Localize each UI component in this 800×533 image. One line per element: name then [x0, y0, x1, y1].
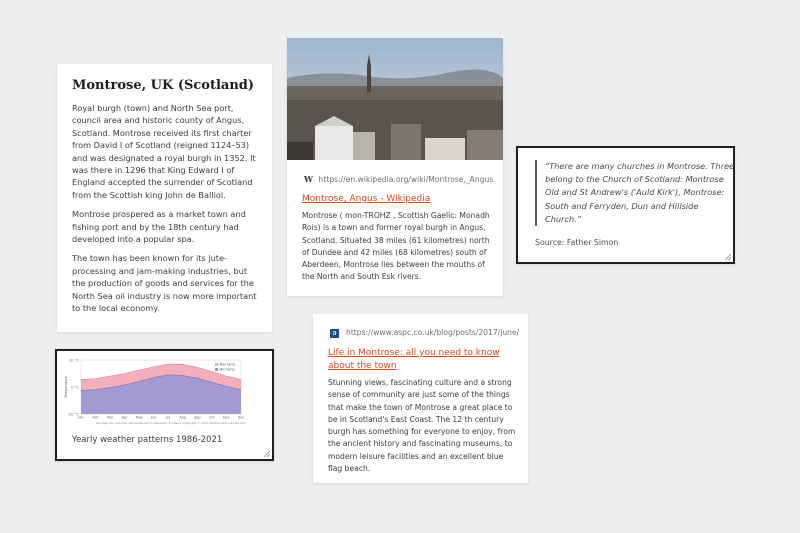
- resize-handle-icon[interactable]: [724, 253, 731, 260]
- legend-label: Min temp: [219, 367, 235, 372]
- legend-label: Max temp: [219, 362, 236, 367]
- x-tick-label: May: [135, 415, 143, 420]
- aspc-url: https://www.aspc.co.uk/blog/posts/2017/june/: [346, 328, 520, 337]
- x-tick-label: Jun: [151, 415, 157, 420]
- quote-card[interactable]: [516, 146, 735, 264]
- y-tick-label: 0 °C: [71, 385, 79, 390]
- weather-chart-card[interactable]: [55, 349, 274, 461]
- x-tick-label: Jul: [166, 415, 171, 420]
- x-tick-label: Jan: [78, 415, 84, 420]
- aspc-logo-icon: a: [330, 329, 339, 338]
- info-card-title: Montrose, UK (Scotland): [72, 78, 255, 93]
- info-paragraph: Montrose prospered as a market town and fishing port and by the 18th century had developed into a popular spa.: [72, 209, 246, 245]
- x-tick-label: Aug: [179, 415, 187, 420]
- montrose-town-photo: [287, 38, 503, 160]
- x-tick-label: Nov: [223, 415, 230, 420]
- blockquote-text: “There are many churches in Montrose. Three belong to the Church of Scotland: Montrose Old and St Andrew's ('Auld Kirk'), Montrose: South and Ferryden, Dun and Hillside Church.”: [535, 160, 735, 226]
- x-tick-label: Dec: [237, 415, 245, 420]
- temperature-chart: [63, 356, 268, 426]
- montrose-info-card: [57, 64, 272, 332]
- weather-caption: Yearly weather patterns 1986-2021: [72, 435, 223, 445]
- wiki-source-row: [304, 174, 493, 184]
- aspc-result-card[interactable]: [313, 314, 528, 483]
- x-tick-label: Sep: [194, 415, 201, 420]
- aspc-result-link[interactable]: Life in Montrose: all you need to know about the town: [328, 348, 500, 371]
- wiki-result-link[interactable]: Montrose, Angus - Wikipedia: [302, 194, 431, 204]
- x-tick-label: Oct: [208, 415, 215, 420]
- x-tick-label: Mar: [106, 415, 114, 420]
- chart-footnote: Average min and max temperatures in Aberdeen, Scotland Copyright © 2021 weather-and-climate.com: [95, 421, 247, 425]
- info-paragraph: The town has been known for its jute-processing and jam-making industries, but the production of goods and services for the North Sea oil industry is now more important to the local economy.: [72, 253, 257, 314]
- wikipedia-icon: W: [304, 174, 313, 184]
- x-tick-label: Feb: [92, 415, 99, 420]
- x-tick-label: Apr: [121, 415, 128, 420]
- wiki-url: https://en.wikipedia.org/wiki/Montrose,_Angus: [318, 175, 494, 184]
- y-tick-label: -20 °C: [67, 412, 79, 417]
- legend-swatch: [215, 368, 218, 371]
- wiki-snippet: Montrose ( mon-TROHZ , Scottish Gaelic: Monadh Rois) is a town and former royal burgh in Angus, Scotland. Situated 38 miles (61 kilometres) north of Dundee and 42 miles (68 kilometres) south of Aberdeen, Montrose lies between the mouths of the North and South Esk rivers.: [302, 211, 490, 282]
- legend-swatch: [215, 363, 218, 366]
- resize-handle-icon[interactable]: [263, 450, 270, 457]
- wikipedia-result-card[interactable]: [287, 38, 503, 296]
- quote-source: Source: Father Simon: [535, 238, 619, 247]
- info-paragraph: Royal burgh (town) and North Sea port, council area and historic county of Angus, Scotland. Montrose received its first charter from David I of Scotland (reigned 1124–53) and was designated a royal burgh in 1352. It was there in 1296 that King Edward I of England accepted the surrender of Scotland from the Scottish king John de Balliol.: [72, 103, 256, 200]
- aspc-source-row: [330, 328, 519, 338]
- y-tick-label: 20 °C: [68, 358, 79, 363]
- y-axis-label: Temperature: [64, 376, 68, 398]
- aspc-snippet: Stunning views, fascinating culture and a strong sense of community are just some of the things that make the town of Montrose a great place to be in Scotland's East Coast. The 12 th century burgh has something for everyone to enjoy, from the ancient history and fascinating museums, to modern leisure facilities and an excellent blue flag beach.: [328, 378, 516, 474]
